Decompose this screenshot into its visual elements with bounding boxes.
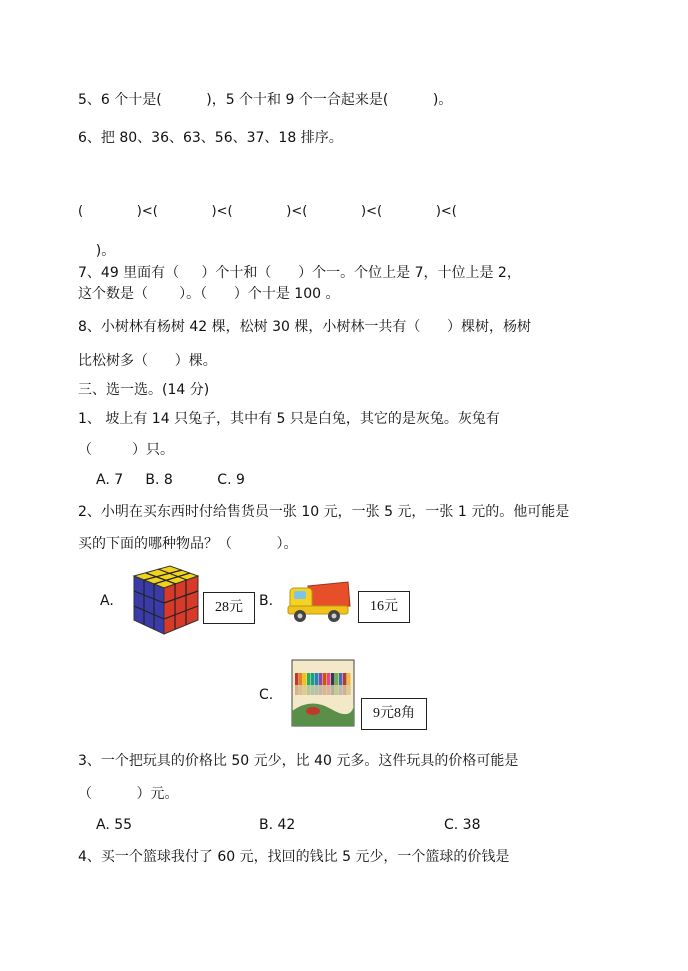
question-5: 5、6 个十是( )，5 个十和 9 个一合起来是( )。 (78, 92, 453, 108)
choice-1-line1: 1、 坡上有 14 只兔子，其中有 5 只是白兔，其它的是灰兔。灰兔有 (78, 411, 500, 427)
crayon-box-icon (291, 659, 355, 727)
question-6-end: )。 (78, 243, 116, 259)
question-6: 6、把 80、36、63、56、37、18 排序。 (78, 130, 343, 146)
toy-truck-icon (286, 578, 352, 624)
choice-2-line2: 买的下面的哪种物品？（ ）。 (78, 536, 298, 552)
option-c-letter: C. (259, 687, 274, 703)
price-tag-c: 9元8角 (361, 698, 427, 730)
choice-3-option-a: A. 55 (96, 817, 133, 833)
choice-1-line2: （ ）只。 (78, 442, 175, 458)
choice-3-line2: （ ）元。 (78, 786, 179, 802)
question-7-line1: 7、49 里面有（ ）个十和（ ）个一。个位上是 7，十位上是 2， (78, 265, 521, 281)
choice-2-line1: 2、小明在买东西时付给售货员一张 10 元，一张 5 元，一张 1 元的。他可能是 (78, 504, 570, 520)
question-6-blanks: ( )<( )<( )<( )<( )<( (78, 204, 457, 219)
question-8-line1: 8、小树林有杨树 42 棵，松树 30 棵，小树林一共有（ ）棵树，杨树 (78, 319, 532, 335)
choice-4-line1: 4、买一个篮球我付了 60 元，找回的钱比 5 元少，一个篮球的价钱是 (78, 849, 510, 865)
question-8-line2: 比松树多（ ）棵。 (78, 353, 217, 369)
choice-3-option-c: C. 38 (444, 817, 481, 833)
question-7-line2: 这个数是（ ）。（ ）个十是 100 。 (78, 286, 340, 302)
choice-1-options: A. 7 B. 8 C. 9 (96, 472, 245, 488)
section-3-heading: 三、选一选。(14 分) (78, 382, 210, 398)
choice-3-line1: 3、一个把玩具的价格比 50 元少，比 40 元多。这件玩具的价格可能是 (78, 753, 519, 769)
option-a-letter: A. (100, 593, 114, 609)
rubiks-cube-icon (128, 562, 202, 636)
price-tag-b: 16元 (358, 591, 410, 623)
price-tag-a: 28元 (203, 592, 255, 624)
choice-3-option-b: B. 42 (259, 817, 296, 833)
option-b-letter: B. (259, 593, 274, 609)
